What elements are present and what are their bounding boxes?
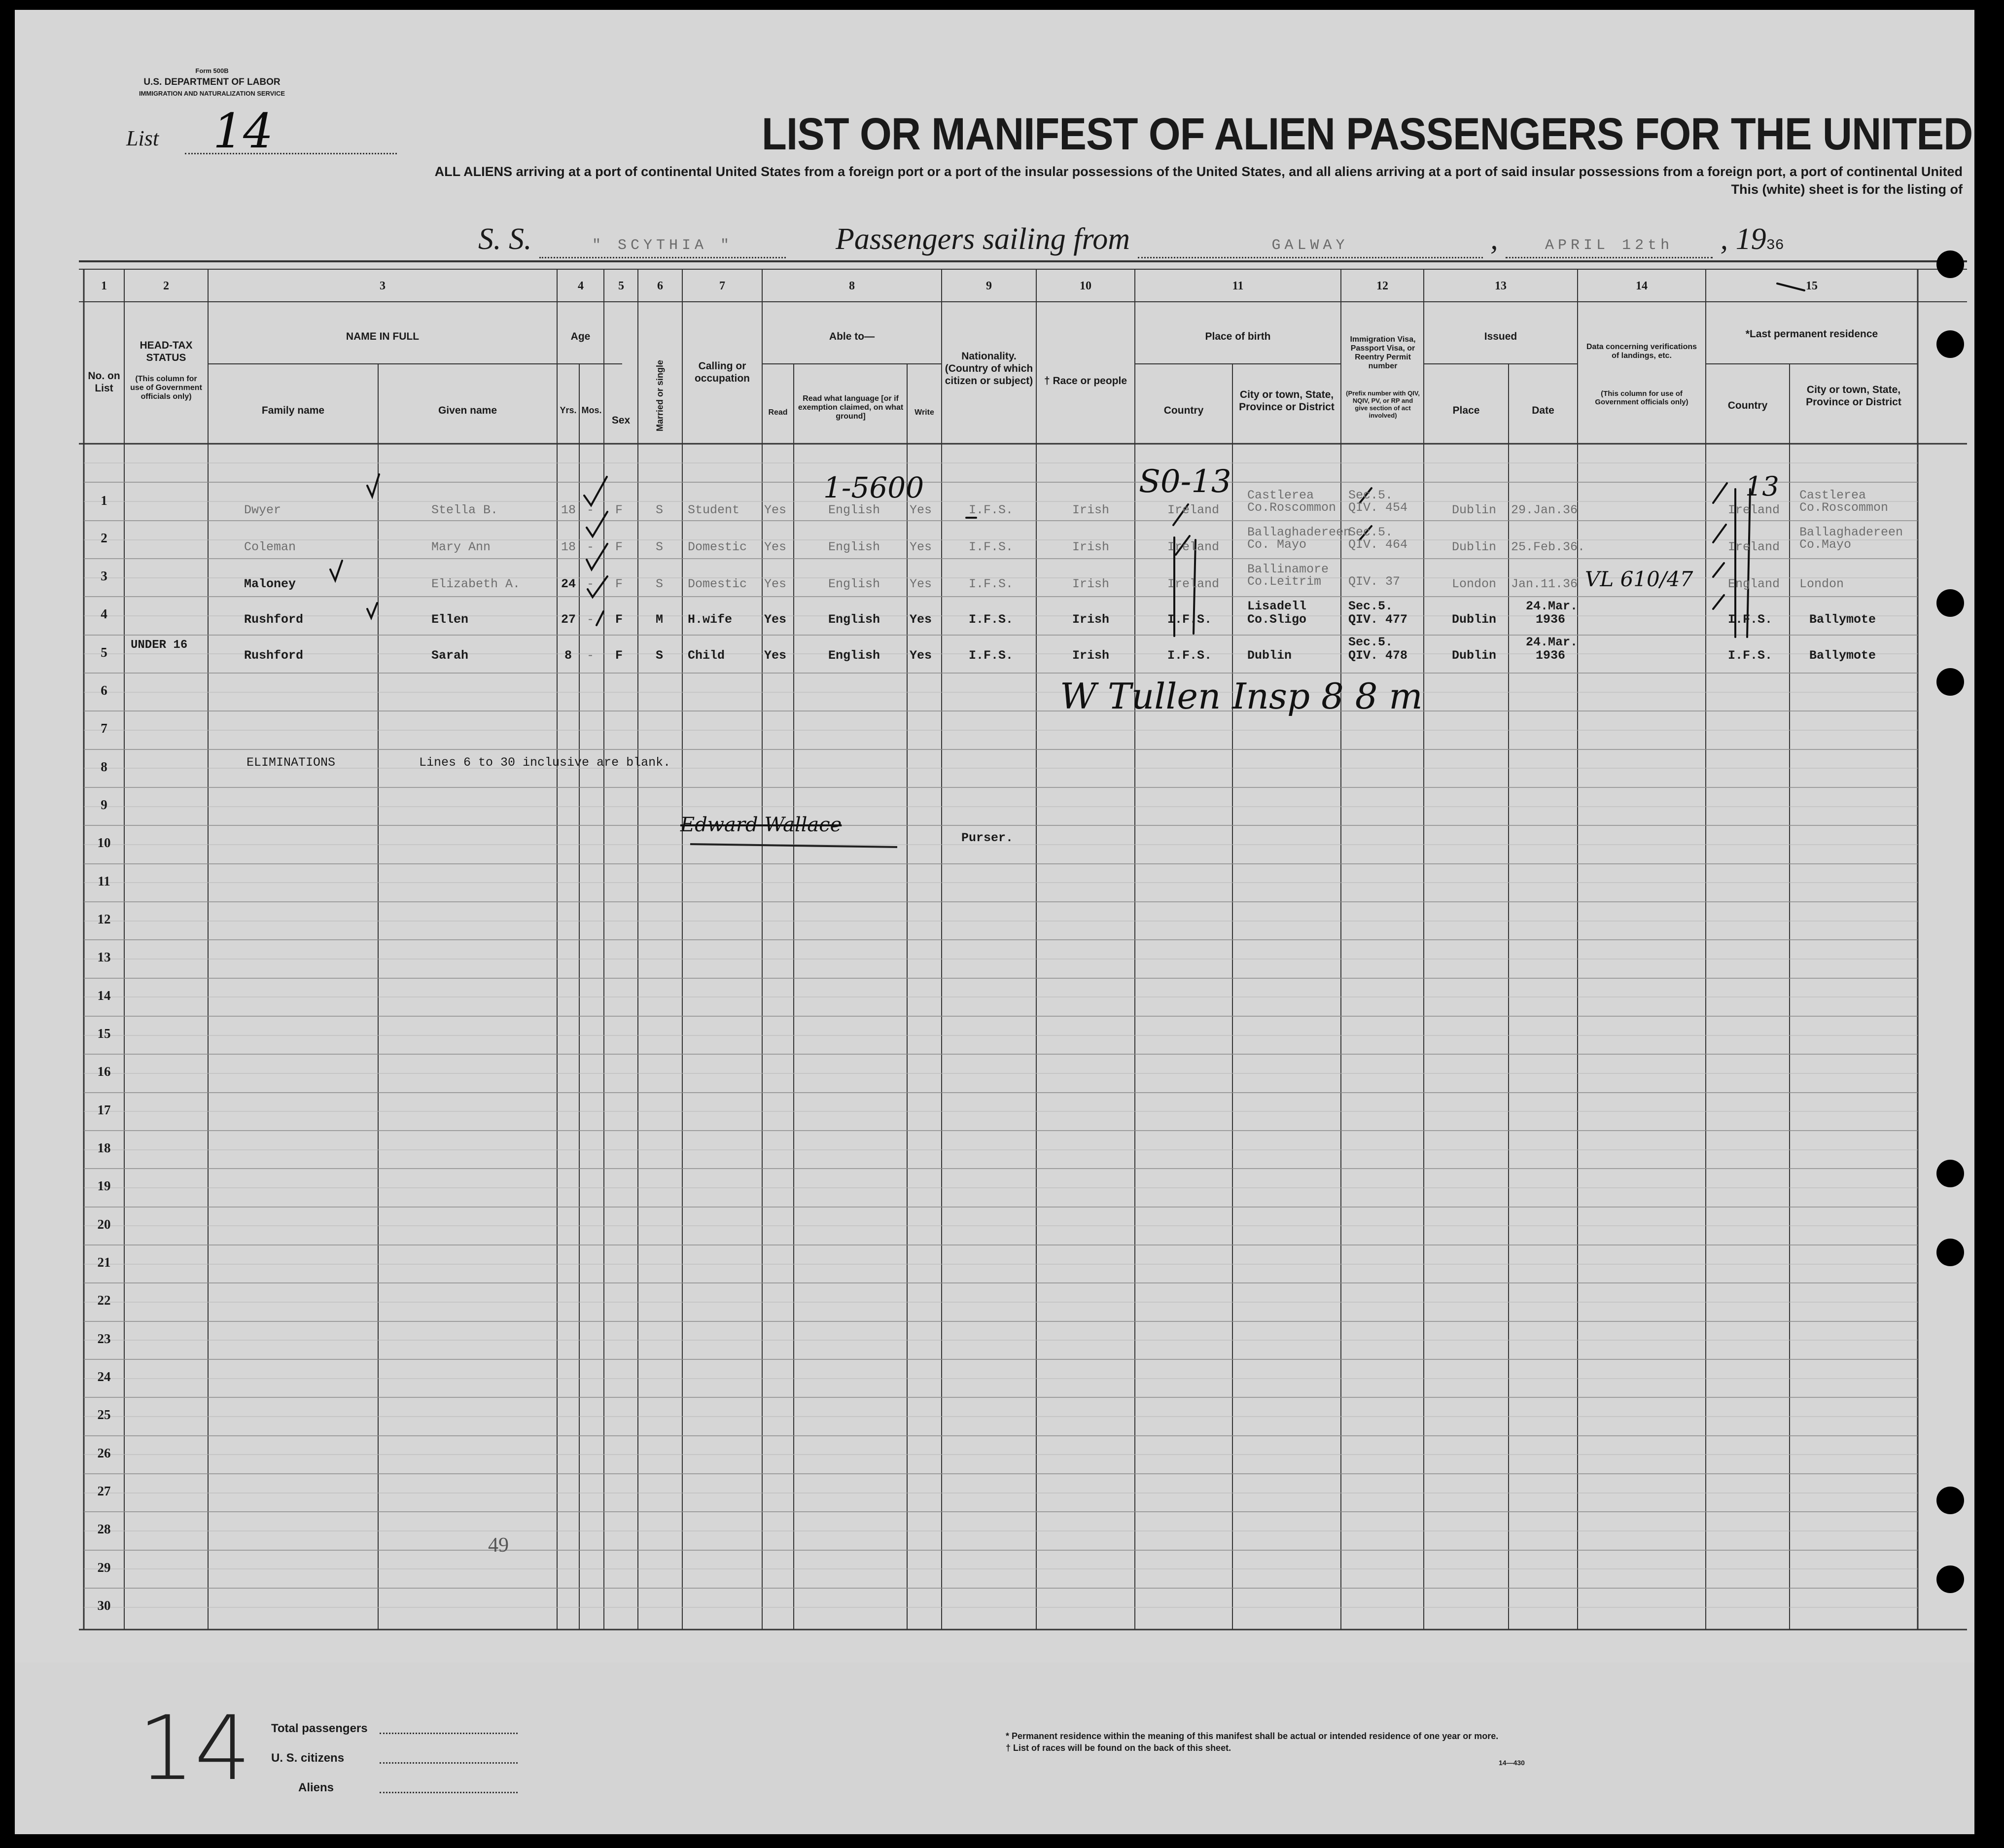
row-number: 24 xyxy=(97,1369,111,1384)
aliens-field xyxy=(380,1792,518,1793)
list-label: List xyxy=(126,126,159,150)
column-number-4: 4 xyxy=(578,280,584,292)
header-no-on-list: No. on List xyxy=(88,370,120,394)
age-months: - xyxy=(587,577,595,591)
occupation: Student xyxy=(688,503,740,517)
row-number: 4 xyxy=(101,606,107,621)
can-write: Yes xyxy=(910,503,932,517)
residence-city: Ballaghadereen xyxy=(1799,525,1903,539)
year-suffix: 36 xyxy=(1766,237,1784,254)
row-number: 22 xyxy=(97,1293,111,1308)
family-name: Rushford xyxy=(244,612,304,627)
binder-hole xyxy=(1936,589,1964,617)
binder-hole xyxy=(1936,250,1964,278)
us-citizens-field xyxy=(380,1762,518,1764)
issued-year: 1936 xyxy=(1536,612,1566,627)
race: Irish xyxy=(1072,648,1110,663)
birth-city: Lisadell xyxy=(1247,599,1307,613)
binder-hole xyxy=(1936,1487,1964,1514)
header-visa: Immigration Visa, Passport Visa, or Reentry Permit number xyxy=(1350,335,1416,370)
inspector-signature: W Tullen Insp 8 8 m xyxy=(1060,675,1423,717)
row-number: 23 xyxy=(97,1331,111,1346)
family-name: Dwyer xyxy=(244,503,281,517)
column-number-1: 1 xyxy=(101,280,107,292)
verification-note: VL 610/47 xyxy=(1585,567,1693,591)
header-place-of-birth: Place of birth xyxy=(1205,331,1271,342)
marital-status: S xyxy=(656,540,664,554)
row-number: 20 xyxy=(97,1217,111,1232)
row-number: 29 xyxy=(97,1560,111,1575)
row-number: 26 xyxy=(97,1446,111,1460)
nationality: I.F.S. xyxy=(969,612,1014,627)
sex: F xyxy=(615,648,623,663)
family-name: Maloney xyxy=(244,577,296,591)
sex: F xyxy=(615,503,623,517)
residence-city: Ballymote xyxy=(1809,648,1876,663)
birth-country: I.F.S. xyxy=(1167,612,1212,627)
birth-city: Castlerea xyxy=(1247,488,1314,502)
issued-year: 1936 xyxy=(1536,648,1566,663)
manifest-title: LIST OR MANIFEST OF ALIEN PASSENGERS FOR THE UNITED xyxy=(762,109,1973,159)
header-birth-city: City or town, State, Province or District xyxy=(1239,389,1335,413)
header-head-tax-note: (This column for use of Government officials only) xyxy=(130,375,202,401)
header-res-city: City or town, State, Province or District xyxy=(1806,384,1901,408)
header-married: Married or single xyxy=(655,359,665,432)
header-issued-place: Place xyxy=(1452,405,1480,416)
group-number: S0-13 xyxy=(1139,463,1231,500)
race: Irish xyxy=(1072,540,1110,554)
column-number-10: 10 xyxy=(1080,280,1091,292)
column-number-8: 8 xyxy=(849,280,855,292)
column-number-14: 14 xyxy=(1636,280,1648,292)
row-number: 9 xyxy=(101,797,107,812)
marital-status: M xyxy=(656,612,664,627)
birth-district: Co. Mayo xyxy=(1247,537,1307,552)
row-number: 8 xyxy=(101,759,107,774)
occupation: H.wife xyxy=(688,612,733,627)
marital-status: S xyxy=(656,577,664,591)
purser-signature: Edward Wallace xyxy=(680,814,842,836)
row-number: 3 xyxy=(101,569,107,583)
age-years: 18 xyxy=(561,540,576,554)
can-write: Yes xyxy=(910,612,932,627)
page-number: 49 xyxy=(488,1534,509,1557)
birth-country: I.F.S. xyxy=(1167,648,1212,663)
marital-status: S xyxy=(656,503,664,517)
language: English xyxy=(828,503,880,517)
header-family-name: Family name xyxy=(261,405,325,416)
header-calling: Calling or occupation xyxy=(694,360,750,384)
can-write: Yes xyxy=(910,577,932,591)
us-citizens-label: U. S. citizens xyxy=(271,1751,345,1765)
head-tax-status: UNDER 16 xyxy=(131,639,188,652)
header-sex: Sex xyxy=(611,415,631,426)
subtitle-line-2: This (white) sheet is for the listing of xyxy=(1731,182,1963,197)
birth-city: Ballaghadereen xyxy=(1247,525,1351,539)
issued-date: 24.Mar. xyxy=(1526,635,1578,649)
ship-name: " SCYTHIA " xyxy=(592,237,734,254)
visa-section: Sec.5. xyxy=(1348,525,1393,539)
row-number: 27 xyxy=(97,1484,111,1498)
header-write: Write xyxy=(914,408,934,417)
binder-hole xyxy=(1936,330,1964,358)
header-race: † Race or people xyxy=(1044,375,1127,387)
given-name: Sarah xyxy=(431,648,469,663)
age-years: 18 xyxy=(561,503,576,517)
row-number: 7 xyxy=(101,721,107,736)
form-code: 14—430 xyxy=(1499,1759,1525,1767)
row-number: 14 xyxy=(97,988,111,1003)
manifest-sheet xyxy=(15,10,1974,1834)
row-number: 30 xyxy=(97,1598,111,1613)
can-read: Yes xyxy=(764,612,787,627)
header-given-name: Given name xyxy=(438,405,497,416)
manifest-subtitle xyxy=(385,163,1963,198)
sex: F xyxy=(615,540,623,554)
issued-place: Dublin xyxy=(1452,540,1497,554)
row-number: 21 xyxy=(97,1255,111,1270)
visa-section: Sec.5. xyxy=(1348,635,1393,649)
sailing-label: Passengers sailing from xyxy=(836,222,1130,256)
residence-city: Castlerea xyxy=(1799,488,1866,502)
residence-district: Co.Roscommon xyxy=(1799,500,1889,515)
issued-place: Dublin xyxy=(1452,648,1497,663)
birth-country: Ireland xyxy=(1167,540,1220,554)
language: English xyxy=(828,612,880,627)
issued-date: 25.Feb.36. xyxy=(1511,540,1585,554)
can-read: Yes xyxy=(764,540,787,554)
total-passengers-field xyxy=(380,1733,518,1734)
header-verifications-note: (This column for use of Government officials only) xyxy=(1595,390,1688,406)
year-prefix: 19 xyxy=(1735,222,1766,256)
residence-country: Ireland xyxy=(1728,540,1780,554)
birth-district: Co.Sligo xyxy=(1247,612,1307,627)
nationality: I.F.S. xyxy=(969,503,1014,517)
footer-list-number: 14 xyxy=(138,1697,251,1800)
column-number-13: 13 xyxy=(1495,280,1507,292)
row-number: 11 xyxy=(98,874,110,888)
header-read-language: Read what language [or if exemption claimed, on what ground] xyxy=(798,394,904,421)
header-verifications: Data concerning verifications of landings, etc. xyxy=(1586,343,1697,360)
residence-country: I.F.S. xyxy=(1728,612,1773,627)
occupation: Domestic xyxy=(688,577,747,591)
row-number: 6 xyxy=(101,683,107,698)
residence-country: Ireland xyxy=(1728,503,1780,517)
issued-date: 24.Mar. xyxy=(1526,599,1578,613)
residence-city: London xyxy=(1799,577,1844,591)
birth-district: Co.Leitrim xyxy=(1247,574,1322,589)
age-months: - xyxy=(587,648,595,663)
row-number: 13 xyxy=(97,950,111,964)
can-read: Yes xyxy=(764,577,787,591)
row-number: 17 xyxy=(97,1102,111,1117)
row-number: 12 xyxy=(97,912,111,926)
visa-number: QIV. 37 xyxy=(1348,574,1401,589)
column-number-12: 12 xyxy=(1376,280,1388,292)
issued-place: London xyxy=(1452,577,1497,591)
language: English xyxy=(828,577,880,591)
races-note: † List of races will be found on the back of this sheet. xyxy=(1006,1743,1231,1753)
binder-hole xyxy=(1936,1565,1964,1593)
row-number: 10 xyxy=(97,835,111,850)
header-yrs: Yrs. xyxy=(560,405,577,415)
row-number: 2 xyxy=(101,531,107,545)
header-issued: Issued xyxy=(1484,331,1517,342)
eliminations-label: ELIMINATIONS xyxy=(246,755,336,770)
subtitle-line-1: ALL ALIENS arriving at a port of continental United States from a foreign port or a port of the insular possessions of the United States, and all aliens arriving at a port of said insular possessions from a foreign port, a port of continental United xyxy=(434,164,1963,179)
visa-number: QIV. 454 xyxy=(1348,500,1408,515)
row-number: 5 xyxy=(101,645,107,660)
race: Irish xyxy=(1072,577,1110,591)
residence-country: I.F.S. xyxy=(1728,648,1773,663)
birth-city: Ballinamore xyxy=(1247,562,1329,576)
ss-label: S. S. xyxy=(478,222,532,256)
birth-district: Co.Roscommon xyxy=(1247,500,1336,515)
can-read: Yes xyxy=(764,503,787,517)
row-number: 18 xyxy=(97,1140,111,1155)
sex: F xyxy=(615,577,623,591)
header-birth-country: Country xyxy=(1163,405,1204,416)
footer xyxy=(15,1663,1974,1834)
column-number-7: 7 xyxy=(719,280,725,292)
can-read: Yes xyxy=(764,648,787,663)
list-number: 14 xyxy=(213,104,274,159)
row-number: 25 xyxy=(97,1407,111,1422)
visa-number: QIV. 464 xyxy=(1348,537,1408,552)
residence-city: Ballymote xyxy=(1809,612,1876,627)
nationality: I.F.S. xyxy=(969,648,1014,663)
header-mos: Mos. xyxy=(581,405,602,415)
header-able-to: Able to— xyxy=(829,331,875,342)
marital-status: S xyxy=(656,648,664,663)
can-write: Yes xyxy=(910,648,932,663)
given-name: Elizabeth A. xyxy=(431,577,521,591)
header-last-residence: *Last permanent residence xyxy=(1745,328,1878,340)
given-name: Mary Ann xyxy=(431,540,491,554)
row-number: 16 xyxy=(97,1064,111,1079)
age-years: 24 xyxy=(561,577,576,591)
header-nationality: Nationality. (Country of which citizen or subject) xyxy=(945,351,1033,387)
literacy-note: 1-5600 xyxy=(823,471,924,504)
can-write: Yes xyxy=(910,540,932,554)
language: English xyxy=(828,540,880,554)
column-number-11: 11 xyxy=(1232,280,1244,292)
header-name-in-full: NAME IN FULL xyxy=(346,331,420,342)
header-res-country: Country xyxy=(1727,400,1768,411)
visa-number: QIV. 478 xyxy=(1348,648,1408,663)
ship-line: S. S. " SCYTHIA " Passengers sailing from GALWAY , APRIL 12th , 1936 xyxy=(478,222,1784,258)
aliens-label: Aliens xyxy=(298,1781,334,1794)
birth-country: Ireland xyxy=(1167,577,1220,591)
column-number-6: 6 xyxy=(657,280,663,292)
visa-number: QIV. 477 xyxy=(1348,612,1408,627)
nationality: I.F.S. xyxy=(969,577,1014,591)
occupation: Child xyxy=(688,648,725,663)
column-number-2: 2 xyxy=(163,280,169,292)
birth-city: Dublin xyxy=(1247,648,1292,663)
departure-port: GALWAY xyxy=(1271,237,1349,254)
service-name: IMMIGRATION AND NATURALIZATION SERVICE xyxy=(139,90,285,97)
purser-label: Purser. xyxy=(961,831,1014,845)
row-number: 28 xyxy=(97,1522,111,1536)
age-years: 8 xyxy=(564,648,572,663)
given-name: Ellen xyxy=(431,612,469,627)
issued-date: 29.Jan.36 xyxy=(1511,503,1578,517)
issued-place: Dublin xyxy=(1452,503,1497,517)
form-number: Form 500B xyxy=(195,67,229,74)
race: Irish xyxy=(1072,612,1110,627)
row-number: 1 xyxy=(101,493,107,508)
nationality: I.F.S. xyxy=(969,540,1014,554)
total-passengers-label: Total passengers xyxy=(271,1722,368,1735)
visa-section: Sec.5. xyxy=(1348,488,1393,502)
age-months: - xyxy=(587,540,595,554)
header-issued-date: Date xyxy=(1532,405,1554,416)
sex: F xyxy=(615,612,623,627)
birth-country: Ireland xyxy=(1167,503,1220,517)
department-name: U.S. DEPARTMENT OF LABOR xyxy=(143,77,281,87)
header-visa-note: (Prefix number with QIV, NQIV, PV, or RP and give section of act involved) xyxy=(1346,390,1420,419)
visa-section: Sec.5. xyxy=(1348,599,1393,613)
permanent-residence-note: * Permanent residence within the meaning of this manifest shall be actual or intended residence of one year or more. xyxy=(1006,1731,1499,1741)
residence-note: 13 xyxy=(1745,471,1779,502)
race: Irish xyxy=(1072,503,1110,517)
family-name: Coleman xyxy=(244,540,296,554)
age-years: 27 xyxy=(561,612,576,627)
header-read: Read xyxy=(768,408,788,417)
residence-country: England xyxy=(1728,577,1780,591)
column-number-15: 15 xyxy=(1806,280,1818,292)
issued-place: Dublin xyxy=(1452,612,1497,627)
binder-hole xyxy=(1936,668,1964,696)
occupation: Domestic xyxy=(688,540,747,554)
language: English xyxy=(828,648,880,663)
binder-hole xyxy=(1936,1239,1964,1266)
family-name: Rushford xyxy=(244,648,304,663)
form-identifier xyxy=(84,65,340,99)
age-months: - xyxy=(587,612,595,627)
binder-hole xyxy=(1936,1160,1964,1187)
given-name: Stella B. xyxy=(431,503,498,517)
issued-date: Jan.11.36 xyxy=(1511,577,1578,591)
row-number: 19 xyxy=(97,1178,111,1193)
sailing-date: APRIL 12th xyxy=(1545,237,1674,254)
age-months: - xyxy=(587,503,595,517)
residence-district: Co.Mayo xyxy=(1799,537,1852,552)
blank-lines-note: Lines 6 to 30 inclusive are blank. xyxy=(419,755,671,770)
row-number: 15 xyxy=(97,1026,111,1041)
header-age: Age xyxy=(570,331,591,342)
column-number-3: 3 xyxy=(380,280,386,292)
column-number-5: 5 xyxy=(618,280,624,292)
column-number-9: 9 xyxy=(986,280,992,292)
header-head-tax: HEAD-TAX STATUS xyxy=(140,340,193,363)
